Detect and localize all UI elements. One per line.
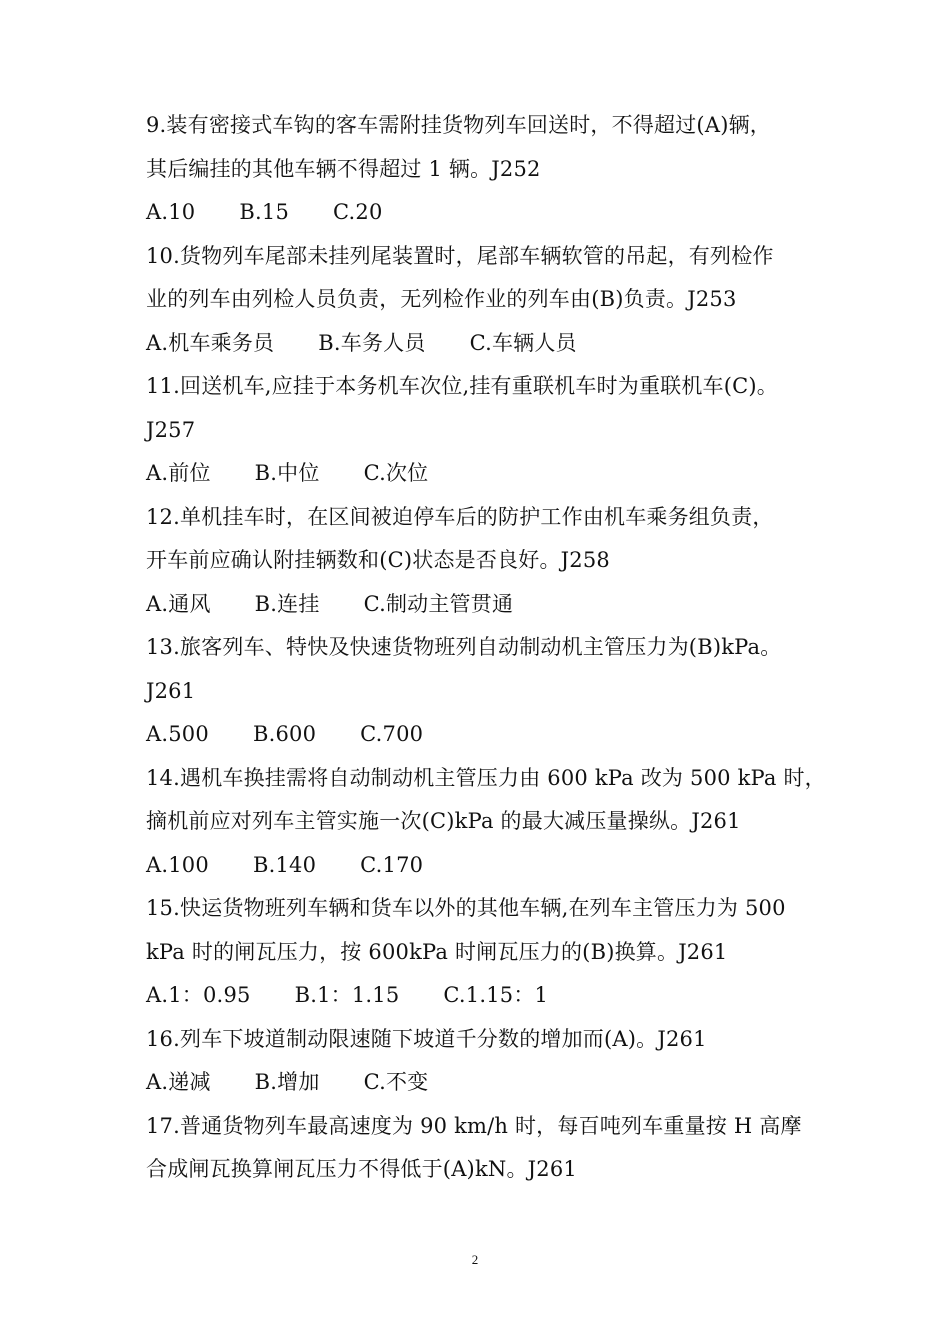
option-a: A.10 bbox=[146, 200, 196, 224]
option-c: C.次位 bbox=[363, 461, 429, 485]
question-14 bbox=[146, 757, 826, 888]
question-text-line: 16.列车下坡道制动限速随下坡道千分数的增加而(A)。J261 bbox=[146, 1026, 707, 1051]
answer-options bbox=[146, 713, 816, 757]
option-b: B.600 bbox=[252, 722, 317, 746]
question-text-line: 开车前应确认附挂辆数和(C)状态是否良好。J258 bbox=[146, 548, 610, 572]
question-16 bbox=[146, 1018, 816, 1105]
option-b: B.连挂 bbox=[254, 591, 320, 616]
question-11 bbox=[146, 365, 816, 496]
question-9 bbox=[146, 104, 816, 235]
option-c: C.700 bbox=[360, 722, 424, 746]
option-c: C.170 bbox=[360, 852, 424, 877]
option-b: B.增加 bbox=[254, 1070, 320, 1094]
option-a: A.500 bbox=[146, 722, 209, 746]
question-list bbox=[146, 104, 826, 1192]
answer-options bbox=[146, 974, 816, 1018]
question-text-line: 14.遇机车换挂需将自动制动机主管压力由 600 kPa 改为 500 kPa 时， bbox=[146, 765, 826, 790]
answer-options bbox=[146, 1061, 816, 1105]
option-c: C.20 bbox=[333, 200, 383, 224]
answer-options bbox=[146, 191, 816, 235]
option-c: C.不变 bbox=[363, 1070, 429, 1094]
question-12 bbox=[146, 496, 816, 627]
question-text-line: 10.货物列车尾部未挂列尾装置时，尾部车辆软管的吊起，有列检作 bbox=[146, 243, 774, 268]
option-b: B.15 bbox=[239, 200, 290, 224]
option-a: A.100 bbox=[146, 852, 209, 877]
answer-options bbox=[146, 322, 816, 366]
question-17 bbox=[146, 1105, 816, 1192]
question-10 bbox=[146, 235, 816, 366]
option-c: C.制动主管贯通 bbox=[363, 591, 514, 616]
answer-options bbox=[146, 583, 816, 627]
question-text-line: 17.普通货物列车最高速度为 90 km/h 时，每百吨列车重量按 H 高摩 bbox=[146, 1113, 802, 1138]
option-c: C.车辆人员 bbox=[469, 330, 577, 355]
question-text-line: 业的列车由列检人员负责，无列检作业的列车由(B)负责。J253 bbox=[146, 287, 737, 311]
option-b: B.中位 bbox=[254, 461, 320, 485]
option-c: C.1.15：1 bbox=[443, 983, 549, 1007]
option-b: B.1：1.15 bbox=[294, 983, 400, 1007]
question-text-line: 13.旅客列车、特快及快速货物班列自动制动机主管压力为(B)kPa。 bbox=[146, 635, 782, 659]
question-text-line: 11.回送机车,应挂于本务机车次位,挂有重联机车时为重联机车(C)。 bbox=[146, 374, 778, 398]
option-a: A.机车乘务员 bbox=[146, 330, 275, 355]
question-13 bbox=[146, 626, 816, 757]
option-a: A.递减 bbox=[146, 1070, 211, 1094]
option-a: A.1：0.95 bbox=[146, 983, 251, 1007]
page-number: 2 bbox=[471, 1252, 479, 1267]
question-text-line: kPa 时的闸瓦压力，按 600kPa 时闸瓦压力的(B)换算。J261 bbox=[146, 939, 728, 964]
question-text-line: 12.单机挂车时，在区间被迫停车后的防护工作由机车乘务组负责， bbox=[146, 504, 774, 529]
question-15 bbox=[146, 887, 816, 1018]
question-text-line: 摘机前应对列车主管实施一次(C)kPa 的最大减压量操纵。J261 bbox=[146, 809, 741, 833]
option-a: A.通风 bbox=[146, 591, 211, 616]
question-text-line: 合成闸瓦换算闸瓦压力不得低于(A)kN。J261 bbox=[146, 1157, 577, 1181]
question-text-line: J261 bbox=[146, 678, 196, 703]
answer-options bbox=[146, 844, 816, 888]
question-text-line: J257 bbox=[146, 417, 196, 442]
answer-options bbox=[146, 452, 816, 496]
option-b: B.车务人员 bbox=[318, 330, 426, 355]
question-text-line: 15.快运货物班列车辆和货车以外的其他车辆,在列车主管压力为 500 bbox=[146, 896, 786, 920]
option-a: A.前位 bbox=[146, 461, 211, 485]
question-text-line: 其后编挂的其他车辆不得超过 1 辆。J252 bbox=[146, 156, 541, 181]
question-text-line: 9.装有密接式车钩的客车需附挂货物列车回送时，不得超过(A)辆， bbox=[146, 113, 771, 137]
option-b: B.140 bbox=[252, 852, 317, 877]
